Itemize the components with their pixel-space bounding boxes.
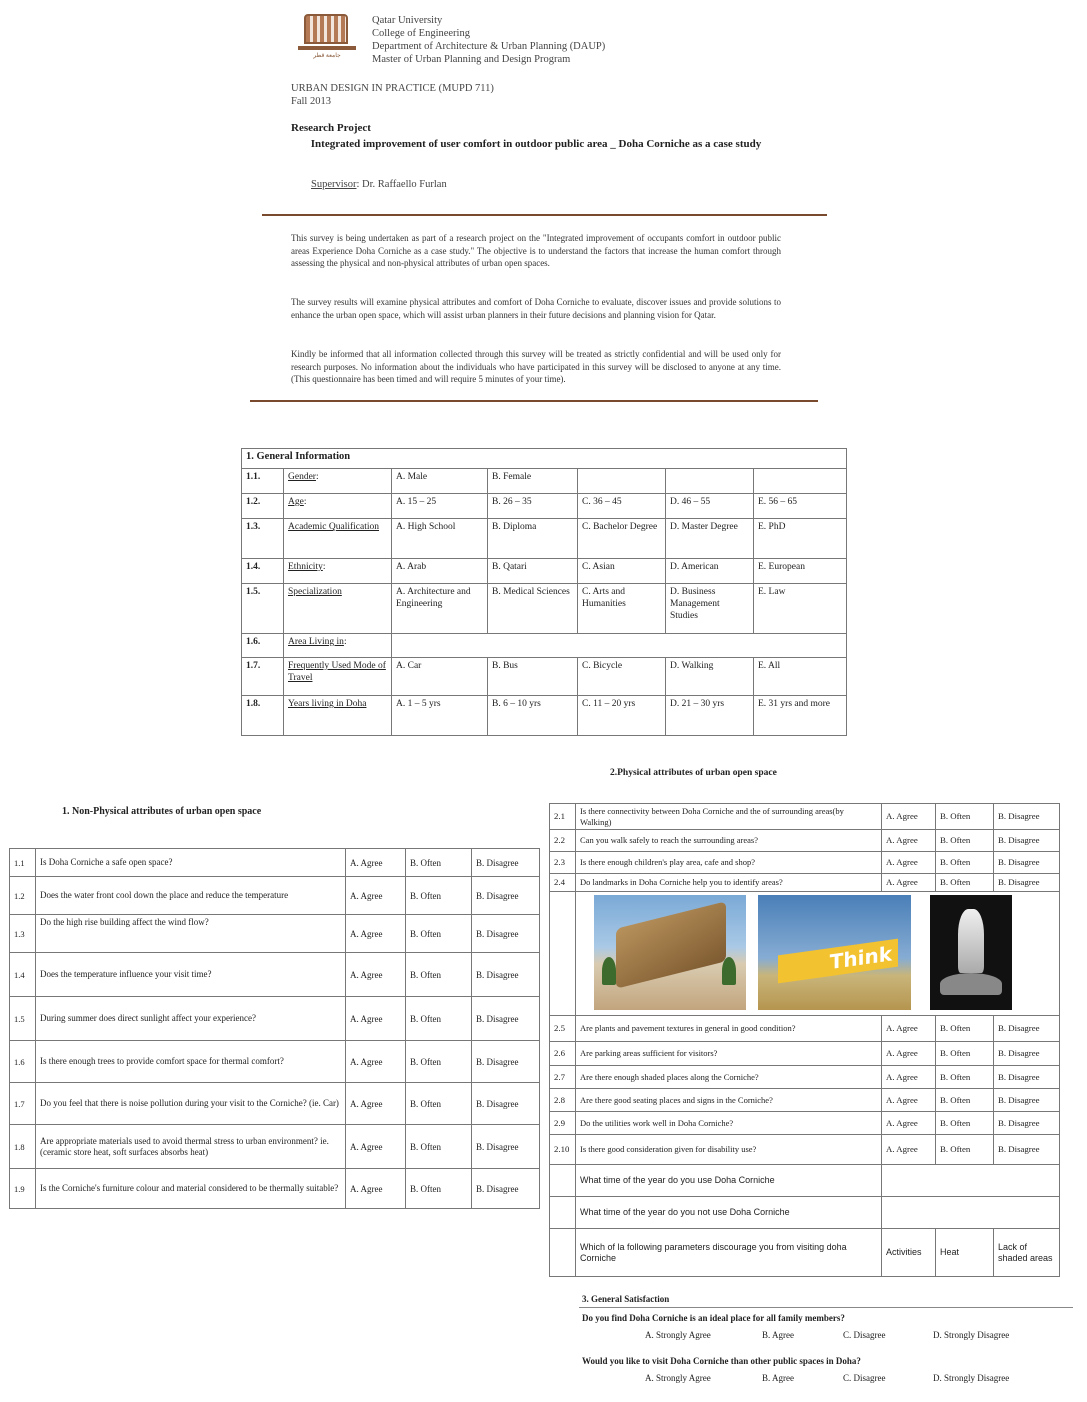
- answer-often[interactable]: B. Often: [406, 1041, 472, 1083]
- answer-agree[interactable]: A. Agree: [882, 852, 936, 874]
- intro-paragraph-3: Kindly be informed that all information collected through this survey will be treated as strictly confidential and will be used only for research purposes. No information about the individuals who have participated in this survey will be disclosed to anyone at any time. (This questionnaire has been timed and will require 5 minutes of your time).: [291, 349, 781, 385]
- answer-disagree[interactable]: B. Disagree: [994, 1066, 1060, 1089]
- answer-disagree[interactable]: B. Disagree: [994, 804, 1060, 830]
- table-row: 2.4 Do landmarks in Doha Corniche help you to identify areas? A. Agree B. Often B. Disagree: [550, 874, 1060, 892]
- answer-often[interactable]: B. Often: [936, 1042, 994, 1066]
- answer-agree[interactable]: A. Agree: [882, 1066, 936, 1089]
- table-row: 1.3 Do the high rise building affect the wind flow? A. Agree B. Often B. Disagree: [10, 915, 540, 953]
- supervisor-name: : Dr. Raffaello Furlan: [356, 179, 447, 190]
- answer-agree[interactable]: A. Agree: [882, 1016, 936, 1042]
- answer-agree[interactable]: A. Agree: [346, 953, 406, 997]
- physical-table: [549, 803, 1060, 1277]
- divider-top: [262, 214, 827, 216]
- option-cell[interactable]: E. PhD: [754, 519, 847, 559]
- table-row: 1.7. Frequently Used Mode of Travel A. Car B. Bus C. Bicycle D. Walking E. All: [242, 658, 847, 696]
- project-label: Research Project: [291, 122, 371, 134]
- answer-agree[interactable]: A. Agree: [346, 997, 406, 1041]
- q1-strongly-agree[interactable]: A. Strongly Agree: [645, 1330, 711, 1340]
- college-name: College of Engineering: [372, 28, 470, 39]
- q1-strongly-disagree[interactable]: D. Strongly Disagree: [933, 1330, 1010, 1340]
- answer-agree[interactable]: A. Agree: [882, 830, 936, 852]
- university-logo: جامعة قطر: [296, 10, 358, 62]
- q1-disagree[interactable]: C. Disagree: [843, 1330, 886, 1340]
- satisfaction-divider: [579, 1307, 1073, 1308]
- q2-agree[interactable]: B. Agree: [762, 1373, 794, 1383]
- answer-agree[interactable]: A. Agree: [346, 1125, 406, 1169]
- option-cell[interactable]: A. Car: [392, 658, 488, 696]
- table-row: 1.6. Area Living in:: [242, 634, 847, 658]
- param-activities[interactable]: Activities: [882, 1229, 936, 1277]
- answer-disagree[interactable]: B. Disagree: [994, 830, 1060, 852]
- option-cell[interactable]: B. 6 – 10 yrs: [488, 696, 578, 736]
- answer-often[interactable]: B. Often: [936, 1089, 994, 1112]
- table-row: [550, 1197, 1060, 1229]
- table-row: 2.1 Is there connectivity between Doha Corniche and the of surrounding areas(by Walking) A. Agree B. Often B. Disagree: [550, 804, 1060, 830]
- option-cell[interactable]: E. European: [754, 559, 847, 584]
- option-cell[interactable]: B. Qatari: [488, 559, 578, 584]
- option-cell[interactable]: C. Bicycle: [578, 658, 666, 696]
- table-row: 1.8. Years living in Doha A. 1 – 5 yrs B. 6 – 10 yrs C. 11 – 20 yrs D. 21 – 30 yrs E. 31 yrs and more: [242, 696, 847, 736]
- supervisor-line: [311, 179, 447, 190]
- answer-agree[interactable]: A. Agree: [346, 1083, 406, 1125]
- answer-often[interactable]: B. Often: [406, 1169, 472, 1209]
- table-row: 2.7 Are there enough shaded places along the Corniche? A. Agree B. Often B. Disagree: [550, 1066, 1060, 1089]
- table-row: 1.3. Academic Qualification A. High School B. Diploma C. Bachelor Degree D. Master Degree E. PhD: [242, 519, 847, 559]
- table-row: 1.4. Ethnicity: A. Arab B. Qatari C. Asian D. American E. European: [242, 559, 847, 584]
- area-living-input[interactable]: [392, 634, 847, 658]
- general-info-title: 1. General Information: [242, 449, 847, 469]
- answer-agree[interactable]: A. Agree: [882, 1135, 936, 1165]
- option-cell[interactable]: B. Female: [488, 469, 578, 494]
- table-row: 2.10 Is there good consideration given for disability use? A. Agree B. Often B. Disagree: [550, 1135, 1060, 1165]
- option-cell[interactable]: C. 11 – 20 yrs: [578, 696, 666, 736]
- program-name: Master of Urban Planning and Design Program: [372, 54, 571, 65]
- option-cell[interactable]: D. Business Management Studies: [666, 584, 754, 634]
- option-cell[interactable]: B. Diploma: [488, 519, 578, 559]
- answer-agree[interactable]: A. Agree: [346, 915, 406, 953]
- course-info: [291, 82, 494, 108]
- open-question-not-use: What time of the year do you not use Doha Corniche: [576, 1197, 882, 1229]
- option-cell[interactable]: C. Asian: [578, 559, 666, 584]
- table-row: 1.7 Do you feel that there is noise pollution during your visit to the Corniche? (ie. Car) A. Agree B. Often B. Disagree: [10, 1083, 540, 1125]
- answer-agree[interactable]: A. Agree: [346, 1169, 406, 1209]
- answer-agree[interactable]: A. Agree: [882, 1042, 936, 1066]
- answer-disagree[interactable]: B. Disagree: [472, 877, 540, 915]
- table-row: 1.6 Is there enough trees to provide comfort space for thermal comfort? A. Agree B. Often B. Disagree: [10, 1041, 540, 1083]
- table-row: 2.5 Are plants and pavement textures in general in good condition? A. Agree B. Often B. Disagree: [550, 1016, 1060, 1042]
- option-cell[interactable]: E. All: [754, 658, 847, 696]
- general-info-table: [241, 448, 847, 736]
- table-row: 1.2. Age: A. 15 – 25 B. 26 – 35 C. 36 – 45 D. 46 – 55 E. 56 – 65: [242, 494, 847, 519]
- course-term: Fall 2013: [291, 96, 331, 107]
- option-cell[interactable]: C. Bachelor Degree: [578, 519, 666, 559]
- table-row: 1.8 Are appropriate materials used to avoid thermal stress to urban environment? ie.(ceramic store heat, soft surfaces absorbs heat) A. Agree B. Often B. Disagree: [10, 1125, 540, 1169]
- answer-often[interactable]: B. Often: [406, 915, 472, 953]
- answer-often[interactable]: B. Often: [936, 1016, 994, 1042]
- table-row: [550, 1165, 1060, 1197]
- option-cell[interactable]: B. Bus: [488, 658, 578, 696]
- corniche-sign-photo: [758, 895, 911, 1010]
- param-heat[interactable]: Heat: [936, 1229, 994, 1277]
- q2-strongly-agree[interactable]: A. Strongly Agree: [645, 1373, 711, 1383]
- table-row: 2.3 Is there enough children's play area, cafe and shop? A. Agree B. Often B. Disagree: [550, 852, 1060, 874]
- table-row: 2.8 Are there good seating places and signs in the Corniche? A. Agree B. Often B. Disagree: [550, 1089, 1060, 1112]
- table-row: 1.1. Gender: A. Male B. Female: [242, 469, 847, 494]
- corniche-sculpture-photo: [594, 895, 746, 1010]
- photo-sign-text: Think: [778, 939, 898, 984]
- course-name: URBAN DESIGN IN PRACTICE (MUPD 711): [291, 83, 494, 94]
- answer-often[interactable]: B. Often: [406, 997, 472, 1041]
- option-cell[interactable]: C. 36 – 45: [578, 494, 666, 519]
- project-title: Integrated improvement of user comfort in outdoor public area _ Doha Corniche as a case study: [310, 138, 762, 150]
- open-answer-not-use[interactable]: [882, 1197, 1060, 1229]
- table-row: 1.5. Specialization A. Architecture and Engineering B. Medical Sciences C. Arts and Humanities D. Business Management Studies E. Law: [242, 584, 847, 634]
- satisfaction-question-2: Would you like to visit Doha Corniche than other public spaces in Doha?: [582, 1356, 861, 1366]
- table-row: 2.6 Are parking areas sufficient for visitors? A. Agree B. Often B. Disagree: [550, 1042, 1060, 1066]
- answer-often[interactable]: B. Often: [936, 852, 994, 874]
- table-row: 1.9 Is the Corniche's furniture colour and material considered to be thermally suitable? A. Agree B. Often B. Disagree: [10, 1169, 540, 1209]
- corniche-monument-photo: [930, 895, 1012, 1010]
- table-row: 1.2 Does the water front cool down the place and reduce the temperature A. Agree B. Often B. Disagree: [10, 877, 540, 915]
- university-name: Qatar University: [372, 15, 443, 26]
- answer-often[interactable]: B. Often: [406, 877, 472, 915]
- answer-often[interactable]: B. Often: [936, 1135, 994, 1165]
- answer-agree[interactable]: A. Agree: [882, 804, 936, 830]
- table-row: 1.5 During summer does direct sunlight affect your experience? A. Agree B. Often B. Disagree: [10, 997, 540, 1041]
- answer-disagree[interactable]: B. Disagree: [994, 1016, 1060, 1042]
- open-answer-use[interactable]: [882, 1165, 1060, 1197]
- option-cell[interactable]: [578, 469, 666, 494]
- option-cell[interactable]: [754, 469, 847, 494]
- q2-disagree[interactable]: C. Disagree: [843, 1373, 886, 1383]
- answer-disagree[interactable]: B. Disagree: [994, 852, 1060, 874]
- logo-building-icon: [304, 14, 348, 44]
- open-question-use: What time of the year do you use Doha Corniche: [576, 1165, 882, 1197]
- answer-often[interactable]: B. Often: [406, 953, 472, 997]
- answer-often[interactable]: B. Often: [936, 1066, 994, 1089]
- answer-disagree[interactable]: B. Disagree: [994, 1112, 1060, 1135]
- option-cell[interactable]: A. Arab: [392, 559, 488, 584]
- answer-disagree[interactable]: B. Disagree: [472, 1169, 540, 1209]
- option-cell[interactable]: D. Walking: [666, 658, 754, 696]
- non-physical-title: 1. Non-Physical attributes of urban open space: [62, 806, 262, 817]
- answer-disagree[interactable]: B. Disagree: [472, 849, 540, 877]
- table-row: 2.2 Can you walk safely to reach the surrounding areas? A. Agree B. Often B. Disagree: [550, 830, 1060, 852]
- answer-disagree[interactable]: B. Disagree: [994, 874, 1060, 892]
- option-cell[interactable]: D. 46 – 55: [666, 494, 754, 519]
- answer-agree[interactable]: A. Agree: [346, 849, 406, 877]
- answer-often[interactable]: B. Often: [936, 1112, 994, 1135]
- answer-often[interactable]: B. Often: [936, 874, 994, 892]
- divider-bottom: [250, 400, 818, 402]
- option-cell[interactable]: D. 21 – 30 yrs: [666, 696, 754, 736]
- answer-often[interactable]: B. Often: [406, 1125, 472, 1169]
- parameters-question: Which of la following parameters discourage you from visiting doha Corniche: [576, 1229, 882, 1277]
- option-cell[interactable]: D. American: [666, 559, 754, 584]
- table-row: [550, 1229, 1060, 1277]
- option-cell[interactable]: D. Master Degree: [666, 519, 754, 559]
- intro-paragraph-1: This survey is being undertaken as part of a research project on the "Integrated improvement of occupants comfort in outdoor public areas Experience Doha Corniche as a case study." The objective is to understand the factors that increase the human comfort through assessing the physical and non-physical attributes of urban open spaces.: [291, 233, 781, 269]
- option-cell[interactable]: B. Medical Sciences: [488, 584, 578, 634]
- answer-disagree[interactable]: B. Disagree: [472, 1125, 540, 1169]
- option-cell[interactable]: A. Male: [392, 469, 488, 494]
- intro-paragraph-2: The survey results will examine physical attributes and comfort of Doha Corniche to evaluate, discover issues and provide solutions to enhance the urban open space, which will assist urban planners in their future decisions and planning vision for Qatar.: [291, 297, 781, 320]
- table-row: 1.1 Is Doha Corniche a safe open space? A. Agree B. Often B. Disagree: [10, 849, 540, 877]
- general-satisfaction-title: 3. General Satisfaction: [582, 1294, 670, 1304]
- supervisor-label: Supervisor: [311, 179, 357, 190]
- answer-agree[interactable]: A. Agree: [882, 874, 936, 892]
- option-cell[interactable]: B. 26 – 35: [488, 494, 578, 519]
- option-cell[interactable]: A. High School: [392, 519, 488, 559]
- table-row: 2.9 Do the utilities work well in Doha Corniche? A. Agree B. Often B. Disagree: [550, 1112, 1060, 1135]
- answer-often[interactable]: B. Often: [936, 830, 994, 852]
- answer-disagree[interactable]: B. Disagree: [472, 997, 540, 1041]
- option-cell[interactable]: C. Arts and Humanities: [578, 584, 666, 634]
- answer-disagree[interactable]: B. Disagree: [472, 1041, 540, 1083]
- satisfaction-question-1: Do you find Doha Corniche is an ideal place for all family members?: [582, 1313, 845, 1323]
- answer-often[interactable]: B. Often: [406, 849, 472, 877]
- physical-title: 2.Physical attributes of urban open space: [610, 768, 777, 778]
- option-cell[interactable]: E. 31 yrs and more: [754, 696, 847, 736]
- q1-agree[interactable]: B. Agree: [762, 1330, 794, 1340]
- answer-often[interactable]: B. Often: [406, 1083, 472, 1125]
- option-cell[interactable]: A. 15 – 25: [392, 494, 488, 519]
- answer-disagree[interactable]: B. Disagree: [994, 1135, 1060, 1165]
- table-row: 1.4 Does the temperature influence your visit time? A. Agree B. Often B. Disagree: [10, 953, 540, 997]
- answer-agree[interactable]: A. Agree: [882, 1089, 936, 1112]
- non-physical-table: [9, 848, 540, 1209]
- option-cell[interactable]: A. Architecture and Engineering: [392, 584, 488, 634]
- option-cell[interactable]: A. 1 – 5 yrs: [392, 696, 488, 736]
- q2-strongly-disagree[interactable]: D. Strongly Disagree: [933, 1373, 1010, 1383]
- option-cell[interactable]: [666, 469, 754, 494]
- option-cell[interactable]: E. 56 – 65: [754, 494, 847, 519]
- university-info: [372, 14, 605, 66]
- answer-disagree[interactable]: B. Disagree: [994, 1042, 1060, 1066]
- answer-disagree[interactable]: B. Disagree: [994, 1089, 1060, 1112]
- answer-agree[interactable]: A. Agree: [346, 877, 406, 915]
- option-cell[interactable]: E. Law: [754, 584, 847, 634]
- answer-disagree[interactable]: B. Disagree: [472, 915, 540, 953]
- department-name: Department of Architecture & Urban Planning (DAUP): [372, 41, 606, 52]
- param-lack-of-shade[interactable]: Lack of shaded areas: [994, 1229, 1060, 1277]
- answer-often[interactable]: B. Often: [936, 804, 994, 830]
- answer-agree[interactable]: A. Agree: [346, 1041, 406, 1083]
- answer-disagree[interactable]: B. Disagree: [472, 1083, 540, 1125]
- answer-disagree[interactable]: B. Disagree: [472, 953, 540, 997]
- answer-agree[interactable]: A. Agree: [882, 1112, 936, 1135]
